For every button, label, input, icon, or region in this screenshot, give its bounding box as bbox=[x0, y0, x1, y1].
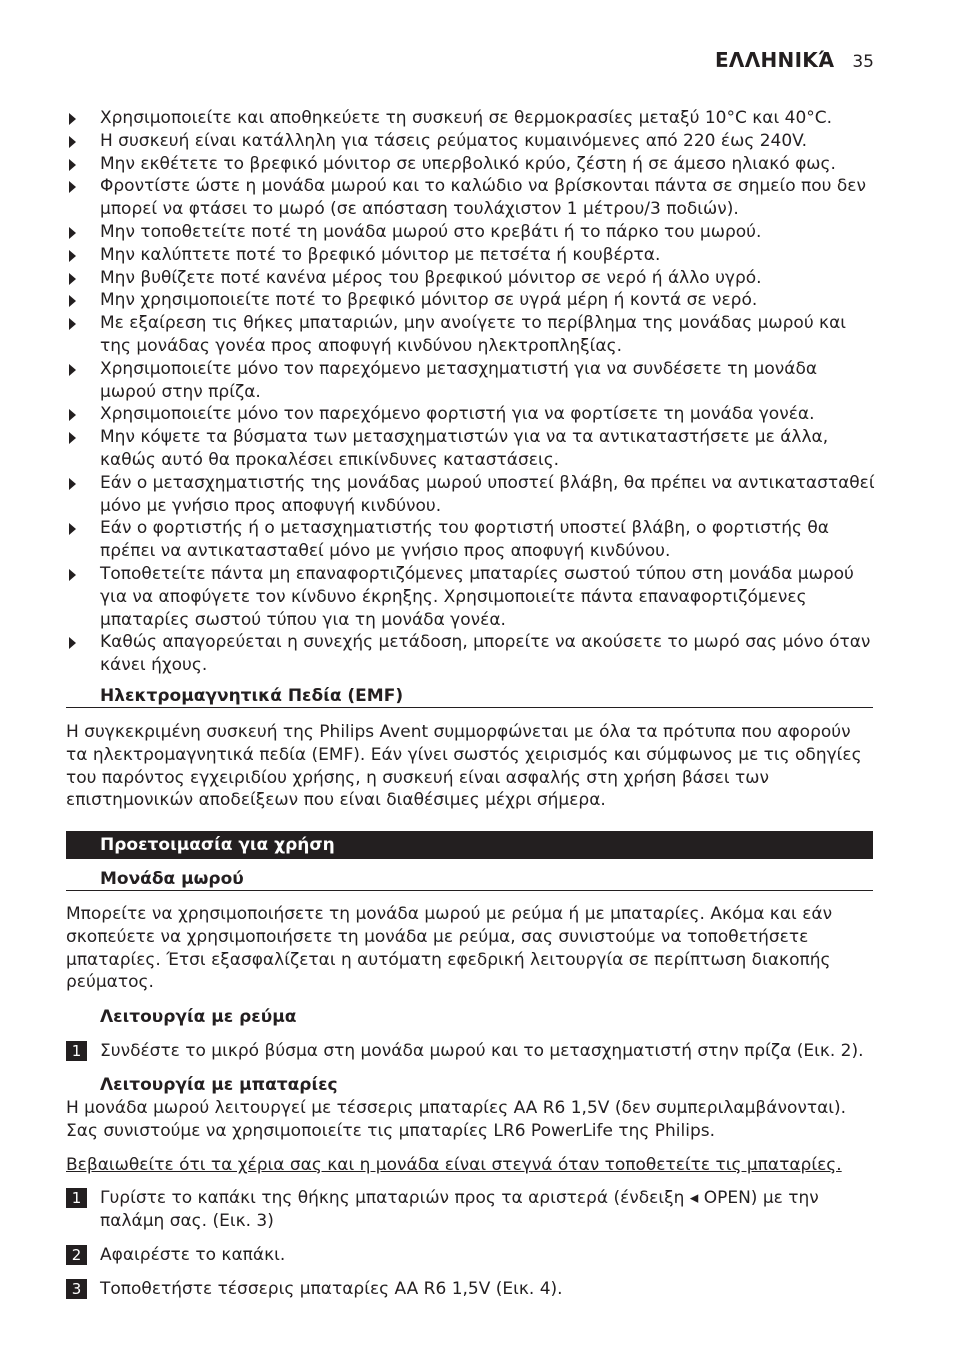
safety-bullet-list bbox=[66, 107, 876, 677]
step-number: 3 bbox=[66, 1279, 87, 1299]
list-item: Χρησιμοποιείτε μόνο τον παρεχόμενο φορτιστή για να φορτίσετε τη μονάδα γονέα. bbox=[66, 403, 876, 426]
emf-paragraph: Η συγκεκριμένη συσκευή της Philips Avent συμμορφώνεται με όλα τα πρότυπα που αφορούν τα ηλεκτρομαγνητικά πεδία (EMF). Εάν γίνει σωστός χειρισμός και σύμφωνος με τις οδηγίες του παρόντος εγχειριδίου χρήσης, η συσκευή είναι ασφαλής στη χρήση βάσει των επιστημονικών αποδείξεων που είναι διαθέσιμες μέχρι σήμερα. bbox=[66, 722, 862, 811]
section-bar-prep: Προετοιμασία για χρήση bbox=[66, 831, 873, 859]
bullet-icon bbox=[69, 113, 76, 125]
bullet-icon bbox=[69, 409, 76, 421]
language-label: ΕΛΛΗΝΙΚΆ bbox=[714, 48, 835, 72]
step-text: Τοποθετήστε τέσσερις μπαταρίες AA R6 1,5V (Εικ. 4). bbox=[100, 1279, 563, 1299]
list-item: Εάν ο μετασχηματιστής της μονάδας μωρού υποστεί βλάβη, θα πρέπει να αντικατασταθεί μόνο με γνήσιο προς αποφυγή κινδύνου. bbox=[66, 472, 876, 518]
step-text: Γυρίστε το καπάκι της θήκης μπαταριών προς τα αριστερά (ένδειξη ◂ OPEN) με την παλάμη σας. (Εικ. 3) bbox=[100, 1188, 819, 1231]
step-text: Αφαιρέστε το καπάκι. bbox=[100, 1245, 286, 1265]
bullet-icon bbox=[69, 159, 76, 171]
bullet-icon bbox=[69, 273, 76, 285]
list-item: Τοποθετείτε πάντα μη επαναφορτιζόμενες μπαταρίες σωστού τύπου στη μονάδα μωρού για να αποφύγετε τον κίνδυνο έκρηξης. Χρησιμοποιείτε πάντα επαναφορτιζόμενες μπαταρίες σωστού τύπου για τη μονάδα γονέα. bbox=[66, 563, 876, 631]
page-number: 35 bbox=[852, 52, 874, 72]
bullet-icon bbox=[69, 250, 76, 262]
list-item: Χρησιμοποιείτε μόνο τον παρεχόμενο μετασχηματιστή για να συνδέσετε τη μονάδα μωρού στην πρίζα. bbox=[66, 358, 876, 404]
bullet-icon bbox=[69, 136, 76, 148]
page-header bbox=[715, 49, 874, 74]
step-number: 1 bbox=[66, 1188, 87, 1208]
battery-step-2 bbox=[66, 1244, 876, 1267]
baby-unit-intro: Μπορείτε να χρησιμοποιήσετε τη μονάδα μωρού με ρεύμα ή με μπαταρίες. Ακόμα και εάν σκοπεύετε να χρησιμοποιήσετε τη μονάδα με ρεύμα, σας συνιστούμε να τοποθετήσετε μπαταρίες. Έτσι εξασφαλίζεται η αυτόματη εφεδρική λειτουργία σε περίπτωση διακοπής ρεύματος. bbox=[66, 904, 833, 993]
list-item: Μην εκθέτετε το βρεφικό μόνιτορ σε υπερβολικό κρύο, ζέστη ή σε άμεσο ηλιακό φως. bbox=[66, 153, 876, 176]
list-item: Μην κόψετε τα βύσματα των μετασχηματιστών για να τα αντικαταστήσετε με άλλα, καθώς αυτό θα προκαλέσει επικίνδυνες καταστάσεις. bbox=[66, 426, 876, 472]
list-item: Εάν ο φορτιστής ή ο μετασχηματιστής του φορτιστή υποστεί βλάβη, ο φορτιστής θα πρέπει να αντικατασταθεί μόνο με γνήσιο προς αποφυγή κινδύνου. bbox=[66, 517, 876, 563]
list-item: Η συσκευή είναι κατάλληλη για τάσεις ρεύματος κυμαινόμενες από 220 έως 240V. bbox=[66, 130, 876, 153]
list-item: Χρησιμοποιείτε και αποθηκεύετε τη συσκευή σε θερμοκρασίες μεταξύ 10°C και 40°C. bbox=[66, 107, 876, 130]
bullet-icon bbox=[69, 227, 76, 239]
battery-paragraph: Η μονάδα μωρού λειτουργεί με τέσσερις μπαταρίες AA R6 1,5V (δεν συμπεριλαμβάνονται). Σας συνιστούμε να χρησιμοποιείτε τις μπαταρίες LR6 PowerLife της Philips. bbox=[66, 1098, 847, 1141]
list-item: Καθώς απαγορεύεται η συνεχής μετάδοση, μπορείτε να ακούσετε το μωρό σας μόνο όταν κάνει ήχους. bbox=[66, 631, 876, 677]
bullet-icon bbox=[69, 637, 76, 649]
emf-heading: Ηλεκτρομαγνητικά Πεδία (EMF) bbox=[66, 685, 873, 708]
list-item: Μην χρησιμοποιείτε ποτέ το βρεφικό μόνιτορ σε υγρά μέρη ή κοντά σε νερό. bbox=[66, 289, 876, 312]
step-number: 1 bbox=[66, 1041, 87, 1061]
bullet-icon bbox=[69, 318, 76, 330]
bullet-icon bbox=[69, 478, 76, 490]
battery-step-1 bbox=[66, 1187, 876, 1233]
list-item: Μην τοποθετείτε ποτέ τη μονάδα μωρού στο κρεβάτι ή το πάρκο του μωρού. bbox=[66, 221, 876, 244]
mains-step-1 bbox=[66, 1040, 876, 1063]
list-item: Με εξαίρεση τις θήκες μπαταριών, μην ανοίγετε το περίβλημα της μονάδας μωρού και της μονάδας γονέα προς αποφυγή κινδύνου ηλεκτροπληξίας. bbox=[66, 312, 876, 358]
baby-unit-heading: Μονάδα μωρού bbox=[66, 868, 873, 891]
battery-subheading: Λειτουργία με μπαταρίες bbox=[100, 1075, 338, 1095]
bullet-icon bbox=[69, 364, 76, 376]
bullet-icon bbox=[69, 181, 76, 193]
list-item: Φροντίστε ώστε η μονάδα μωρού και το καλώδιο να βρίσκονται πάντα σε σημείο που δεν μπορεί να φτάσει το μωρό (σε απόσταση τουλάχιστον 1 μέτρου/3 ποδιών). bbox=[66, 175, 876, 221]
bullet-icon bbox=[69, 295, 76, 307]
step-text: Συνδέστε το μικρό βύσμα στη μονάδα μωρού και το μετασχηματιστή στην πρίζα (Εικ. 2). bbox=[100, 1041, 864, 1061]
mains-subheading: Λειτουργία με ρεύμα bbox=[100, 1007, 297, 1027]
step-number: 2 bbox=[66, 1245, 87, 1265]
battery-step-3 bbox=[66, 1278, 876, 1301]
list-item: Μην καλύπτετε ποτέ το βρεφικό μόνιτορ με πετσέτα ή κουβέρτα. bbox=[66, 244, 876, 267]
bullet-icon bbox=[69, 523, 76, 535]
bullet-icon bbox=[69, 432, 76, 444]
bullet-icon bbox=[69, 569, 76, 581]
battery-warning: Βεβαιωθείτε ότι τα χέρια σας και η μονάδα είναι στεγνά όταν τοποθετείτε τις μπαταρίες. bbox=[66, 1155, 842, 1175]
list-item: Μην βυθίζετε ποτέ κανένα μέρος του βρεφικού μόνιτορ σε νερό ή άλλο υγρό. bbox=[66, 267, 876, 290]
